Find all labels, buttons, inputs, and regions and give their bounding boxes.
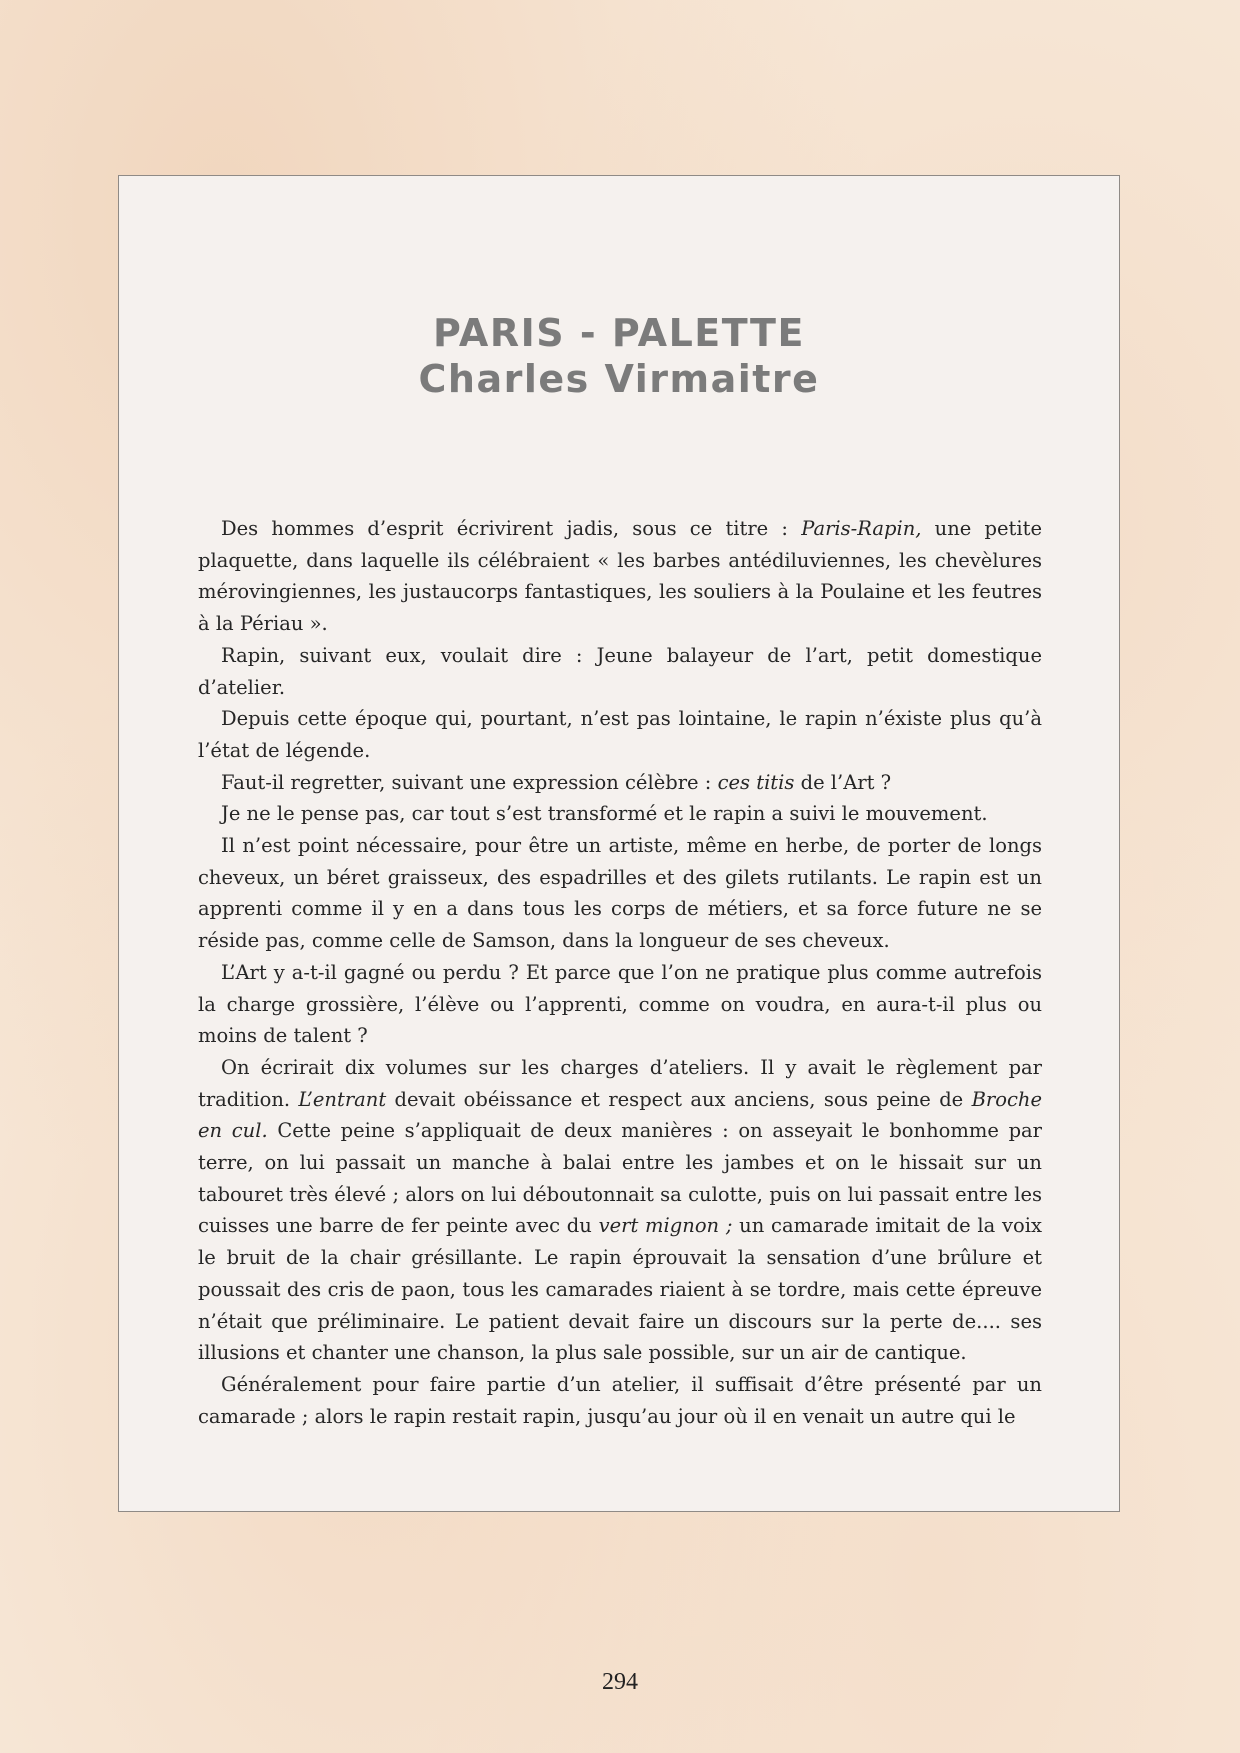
author-name: Charles Virmaitre [418,357,820,401]
text-segment: Depuis cette époque qui, pourtant, n’est pas lointaine, le rapin n’éxiste plus qu’à l’état de légende. [198,707,1042,762]
paragraph [198,798,1042,830]
paragraph [198,1052,1042,1369]
text-segment: Des hommes d’esprit écrivirent jadis, sous ce titre : [221,517,802,540]
italic-text: L’entrant [298,1087,387,1111]
paragraph [198,957,1042,1052]
paragraph [198,767,1042,799]
text-panel [118,175,1120,1512]
text-segment: Il n’est point nécessaire, pour être un artiste, même en herbe, de porter de longs cheveux, un béret graisseux, des espadrilles et des gilets rutilants. Le rapin est un apprenti comme il y en a dans tous les corps de métiers, et sa force future ne se réside pas, comme celle de Samson, dans la longueur de ses cheveux. [198,834,1042,953]
text-segment: Cette peine s’appliquait de deux manières : on asseyait le bonhomme par terre, on lui passait un manche à balai entre les jambes et on le hissait sur un tabouret très élevé ; alors on lui déboutonnait sa culotte, puis on lui passait entre les cuisses une barre de fer peinte avec du [198,1119,1042,1238]
paragraph [198,830,1042,957]
italic-text: ces titis [717,770,795,794]
italic-text: Broche en cul. [198,1087,1042,1143]
text-segment: de l’Art ? [794,770,892,794]
paragraph [198,1369,1042,1432]
text-segment: On écrirait dix volumes sur les charges d’ateliers. Il y avait le règlement par tradition. [198,1055,1042,1111]
paragraph [198,703,1042,766]
text-segment: Généralement pour faire partie d’un atelier, il suffisait d’être présenté par un camarade ; alors le rapin restait rapin, jusqu’au jour où il en venait un autre qui le [198,1372,1042,1428]
text-segment: Faut-il regretter, suivant une expression célèbre : [221,770,718,794]
text-segment: Je ne le pense pas, car tout s’est transformé et le rapin a suivi le mouvement. [221,802,988,826]
paragraph [198,513,1042,640]
italic-text: Paris-Rapin, [801,517,922,540]
page-number: 294 [602,1669,638,1695]
text-segment: devait obéissance et respect aux anciens, sous peine de [386,1087,972,1111]
italic-text: vert mignon ; [598,1214,733,1238]
book-title: PARIS - PALETTE [433,311,805,355]
title-block [119,310,1119,402]
paragraph [198,640,1042,703]
text-segment: Rapin, suivant eux, voulait dire : Jeune balayeur de l’art, petit domestique d’atelier. [198,643,1042,699]
text-segment: un camarade imitait de la voix le bruit de la chair grésillante. Le rapin éprouvait la sensation d’une brûlure et poussait des cris de paon, tous les camarades riaient à se tordre, mais cette épreuve n’était que préliminaire. Le patient devait faire un discours sur la perte de.... ses illusions et chanter une chanson, la plus sale possible, sur un air de cantique. [198,1214,1042,1365]
text-segment: L’Art y a-t-il gagné ou perdu ? Et parce que l’on ne pratique plus comme autrefois la charge grossière, l’élève ou l’apprenti, comme on voudra, en aura-t-il plus ou moins de talent ? [198,960,1042,1048]
text-segment: une petite plaquette, dans laquelle ils célébraient « les barbes antédiluviennes, les chevèlures mérovingiennes, les justaucorps fantastiques, les souliers à la Poulaine et les feutres à la Périau ». [198,517,1043,636]
body-text [198,513,1042,1432]
